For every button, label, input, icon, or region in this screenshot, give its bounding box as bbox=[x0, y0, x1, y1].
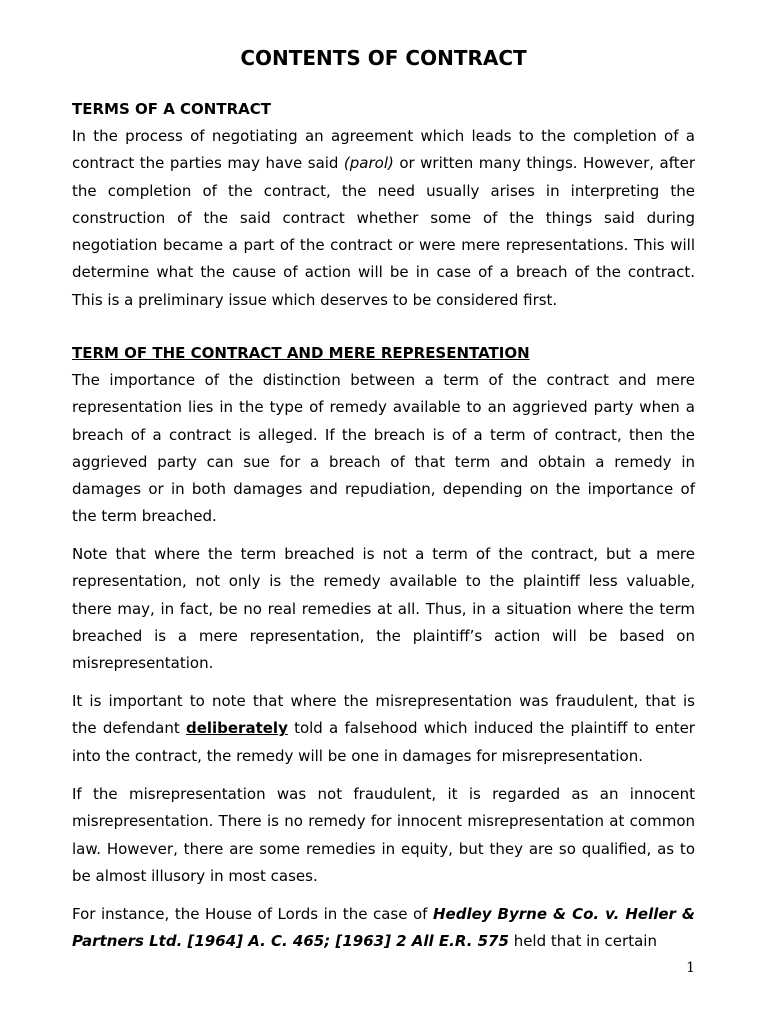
page-title: CONTENTS OF CONTRACT bbox=[240, 46, 527, 70]
paragraph-text: For instance, the House of Lords in the case of bbox=[72, 905, 433, 923]
case-citation: Hedley Byrne & Co. v. Heller & Partners Ltd. [1964] A. C. 465; [1963] 2 All E.R. 575 bbox=[72, 905, 695, 951]
section-heading-representation: TERM OF THE CONTRACT AND MERE REPRESENTATION bbox=[72, 344, 530, 362]
parol-italic: (parol) bbox=[343, 154, 394, 173]
section-heading-terms: TERMS OF A CONTRACT bbox=[72, 100, 271, 118]
paragraph-innocent: If the misrepresentation was not fraudulent, it is regarded as an innocent misrepresentation. There is no remedy for innocent misrepresentation at common law. However, there are some remedies in equity, but they are so qualified, as to be almost illusory in most cases. bbox=[72, 785, 695, 885]
paragraph-fraudulent bbox=[72, 688, 695, 770]
paragraph-mere-representation: Note that where the term breached is not a term of the contract, but a mere representation, not only is the remedy available to the plaintiff less valuable, there may, in fact, be no real remedies at all. Thus, in a situation where the term breached is a mere representation, the plaintiff’s action will be based on misrepresentation. bbox=[72, 545, 695, 673]
paragraph-distinction: The importance of the distinction between a term of the contract and mere representation lies in the type of remedy available to an aggrieved party when a breach of a contract is alleged. If the breach is of a term of contract, then the aggrieved party can sue for a breach of that term and obtain a remedy in damages or in both damages and repudiation, depending on the importance of the term breached. bbox=[72, 371, 695, 526]
paragraph-text: held that in certain bbox=[508, 932, 657, 951]
deliberately-emphasis: deliberately bbox=[185, 719, 288, 738]
paragraph-terms-intro bbox=[72, 123, 695, 314]
paragraph-text: or written many things. However, after the completion of the contract, the need usually arises in interpreting the construction of the said contract whether some of the things said during negotiation became a part of the contract or were mere representations. This will determine what the cause of action will be in case of a breach of the contract. This is a preliminary issue which deserves to be considered first. bbox=[72, 154, 695, 309]
page-number: 1 bbox=[686, 960, 695, 976]
paragraph-text: told a falsehood which induced the plaintiff to enter into the contract, the remedy will be one in damages for misrepresentation. bbox=[72, 719, 695, 765]
paragraph-text: In the process of negotiating an agreement which leads to the completion of a contract the parties may have said bbox=[72, 127, 695, 173]
paragraph-hedley-byrne bbox=[72, 901, 695, 956]
paragraph-text: It is important to note that where the misrepresentation was fraudulent, that is the defendant bbox=[72, 692, 695, 738]
